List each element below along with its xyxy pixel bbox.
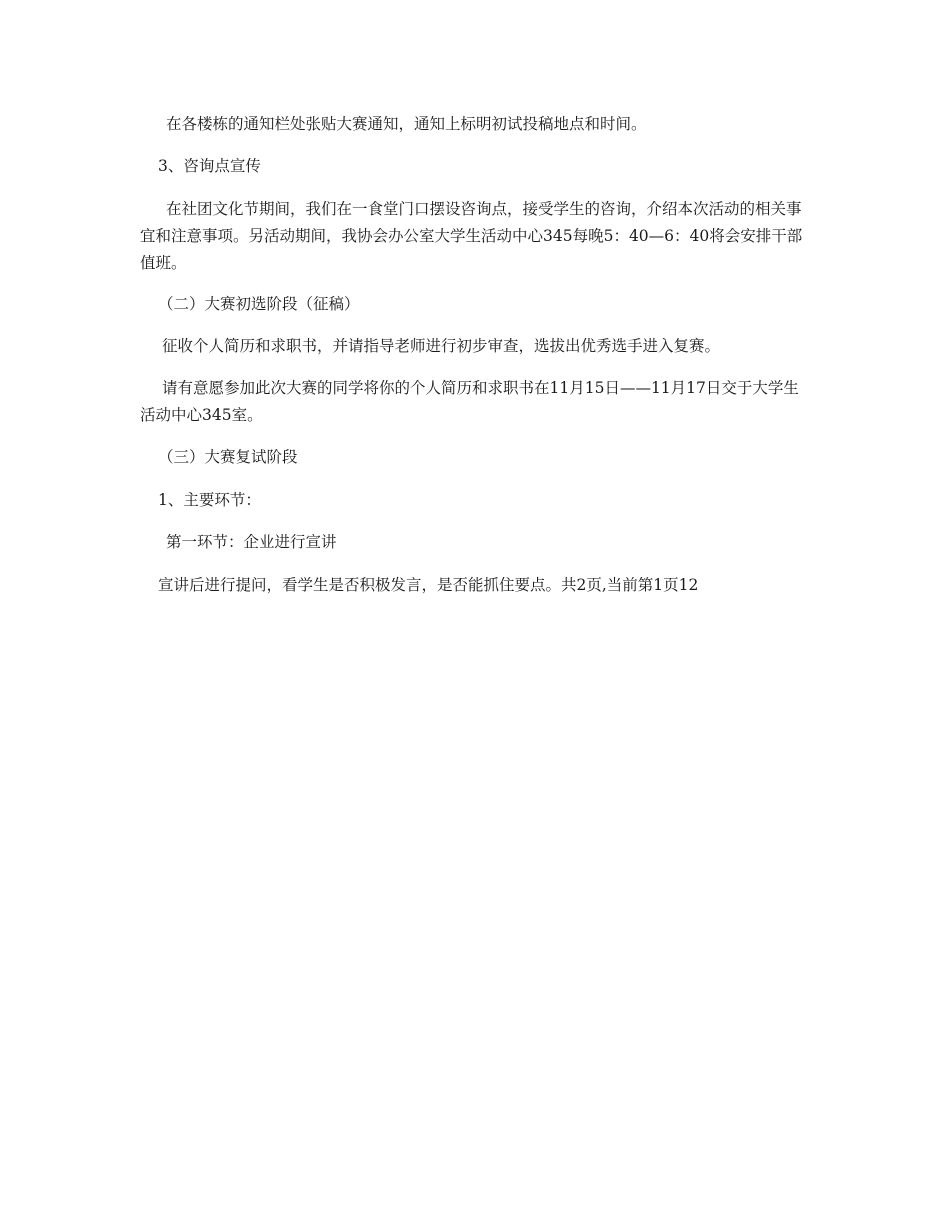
section-heading-preliminary: （二）大赛初选阶段（征稿） — [158, 295, 360, 313]
section-heading-second-round: （三）大赛复试阶段 — [158, 448, 298, 466]
paragraph-collect-resumes: 征收个人简历和求职书，并请指导老师进行初步审查，选拔出优秀选手进入复赛。 — [162, 337, 721, 355]
paragraph-notice-posting: 在各楼栋的通知栏处张贴大赛通知，通知上标明初试投稿地点和时间。 — [166, 115, 647, 133]
paragraph-stage-one-details: 宣讲后进行提问，看学生是否积极发言，是否能抓住要点。共2页,当前第1页12 — [158, 576, 699, 594]
stage-one-heading: 第一环节：企业进行宣讲 — [166, 533, 337, 551]
section-heading-consultation: 3、咨询点宣传 — [158, 157, 261, 175]
paragraph-submission-deadline: 请有意愿参加此次大赛的同学将你的个人简历和求职书在11月15日——11月17日交于大学生活动中心345室。 — [140, 379, 799, 424]
paragraph-consultation-details: 在社团文化节期间，我们在一食堂门口摆设咨询点，接受学生的咨询，介绍本次活动的相关事宜和注意事项。另活动期间，我协会办公室大学生活动中心345每晚5：40—6：40将会安排干部值班。 — [140, 200, 803, 272]
subsection-heading-main-stages: 1、主要环节： — [158, 491, 261, 509]
